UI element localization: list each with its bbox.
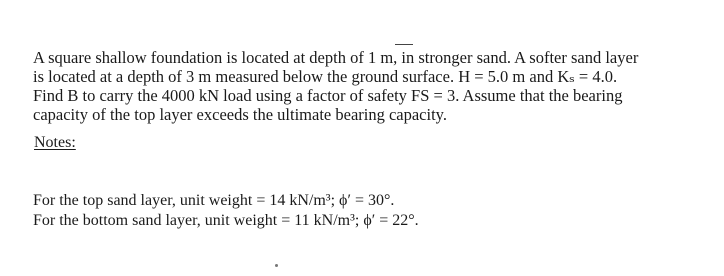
notes-heading: Notes: — [34, 134, 76, 151]
problem-line: Find B to carry the 4000 kN load using a factor of safety FS = 3. Assume that the bearing — [33, 86, 623, 105]
problem-line: A square shallow foundation is located at depth of 1 m, in stronger sand. A softer sand layer — [33, 48, 639, 67]
problem-line: is located at a depth of 3 m measured below the ground surface. H = 5.0 m and Kₛ = 4.0. — [33, 67, 618, 86]
scan-dot — [275, 264, 278, 267]
problem-statement — [33, 48, 723, 124]
scan-mark — [395, 44, 413, 45]
notes-list — [33, 191, 419, 231]
note-top-layer: For the top sand layer, unit weight = 14 kN/m³; ϕ′ = 30°. — [33, 192, 395, 209]
note-bottom-layer: For the bottom sand layer, unit weight = 11 kN/m³; ϕ′ = 22°. — [33, 212, 419, 229]
problem-line: capacity of the top layer exceeds the ultimate bearing capacity. — [33, 105, 447, 124]
